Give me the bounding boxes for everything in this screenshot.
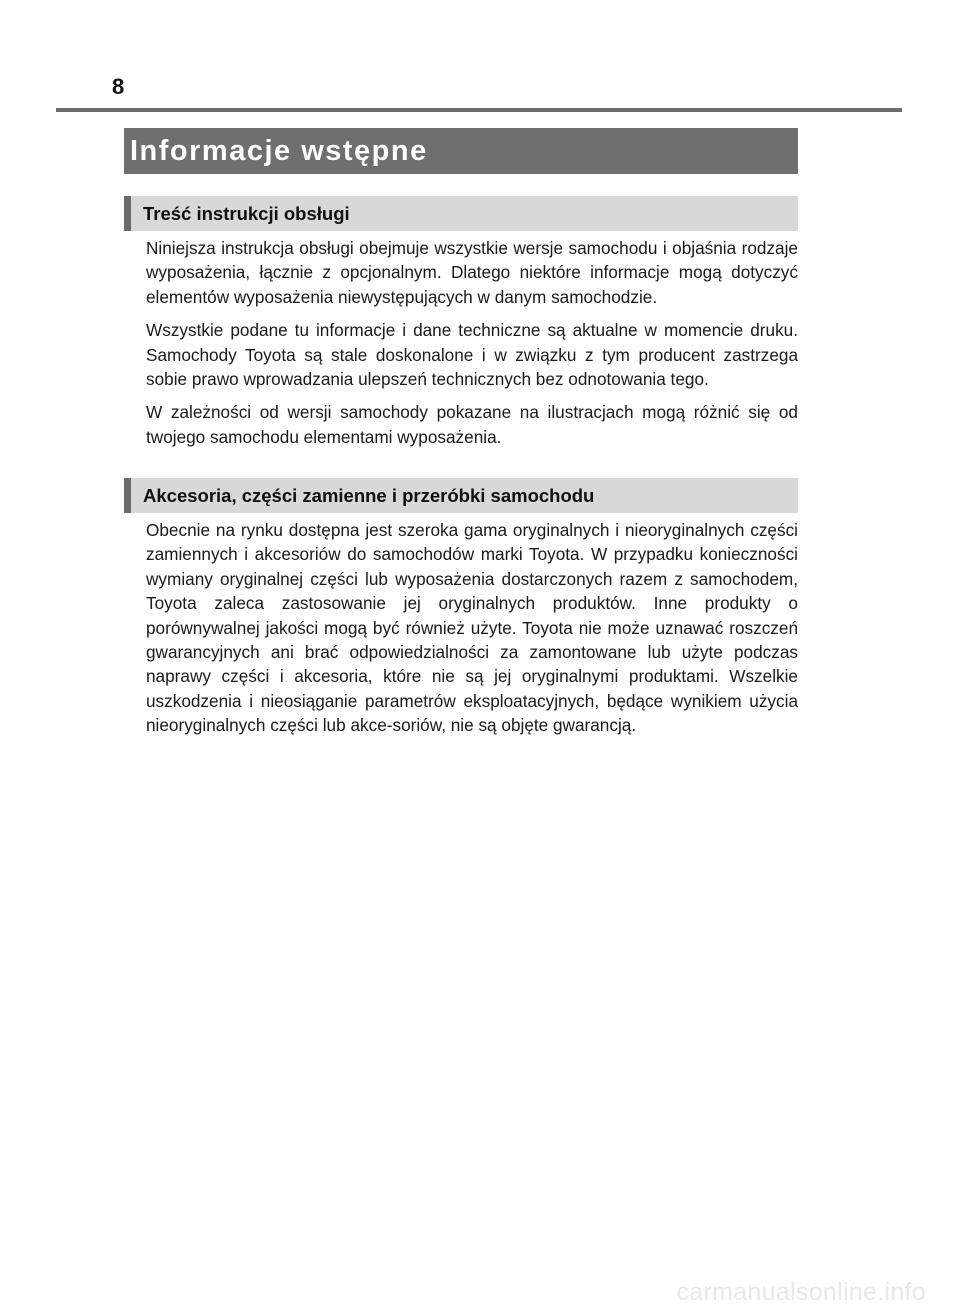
page-number: 8 (112, 74, 125, 99)
chapter-header (124, 128, 798, 174)
section-header (124, 478, 798, 513)
section-body (124, 236, 798, 449)
section-body (124, 518, 798, 738)
paragraph: W zależności od wersji samochody pokazane na ilustracjach mogą różnić się od twojego samochodu elementami wyposażenia. (146, 402, 798, 447)
section-title: Treść instrukcji obsługi (143, 203, 350, 224)
paragraph: Wszystkie podane tu informacje i dane techniczne są aktualne w momencie druku. Samochody Toyota są stale doskonalone i w związku z tym producent zastrzega sobie prawo wprowadzania ulepszeń technicznych bez odnotowania tego. (146, 320, 798, 390)
chapter-title: Informacje wstępne (130, 135, 428, 167)
section-title: Akcesoria, części zamienne i przeróbki samochodu (143, 485, 595, 506)
top-divider (56, 108, 902, 112)
section-manual-contents (124, 196, 798, 449)
watermark: carmanualsonline.info (676, 1278, 926, 1306)
paragraph: Niniejsza instrukcja obsługi obejmuje wszystkie wersje samochodu i objaśnia rodzaje wyposażenia, łącznie z opcjonalnym. Dlatego niektóre informacje mogą dotyczyć elementów wyposażenia niewystępujących w danym samochodzie. (146, 238, 798, 307)
section-header (124, 196, 798, 231)
paragraph: Obecnie na rynku dostępna jest szeroka gama oryginalnych i nieoryginalnych części zamiennych i akcesoriów do samochodów marki Toyota. W przypadku konieczności wymiany oryginalnej części lub wyposażenia dostarczonych razem z samochodem, Toyota zaleca zastosowanie jej oryginalnych produktów. Inne produkty o porównywalnej jakości mogą być również użyte. Toyota nie może uznawać roszczeń gwarancyjnych ani brać odpowiedzialności za zamontowane lub użyte podczas naprawy części i akcesoria, które nie są jej oryginalnymi produktami. Wszelkie uszkodzenia i nieosiąganie parametrów eksploatacyjnych, będące wynikiem użycia nieoryginalnych części lub akce-soriów, nie są objęte gwarancją. (146, 520, 798, 736)
section-accessories (124, 478, 798, 738)
